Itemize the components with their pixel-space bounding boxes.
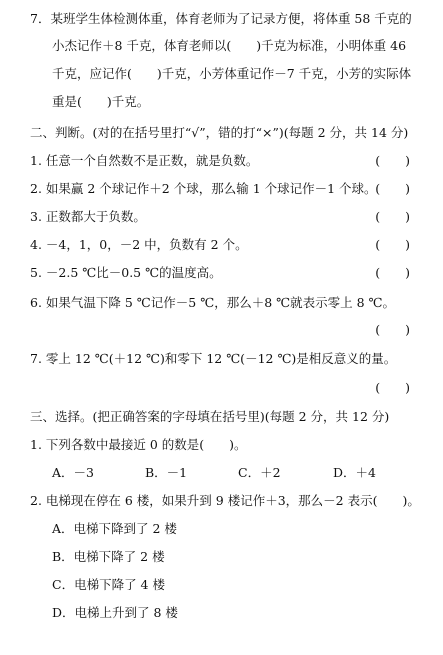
answer-blank-6[interactable]: ( )	[375, 322, 410, 337]
judge-item-1: 1. 任意一个自然数不是正数，就是负数。	[30, 153, 259, 168]
choice-q2-option-a[interactable]: A．电梯下降到了 2 楼	[52, 521, 177, 536]
judge-item-2: 2. 如果赢 2 个球记作＋2 个球，那么输 1 个球记作－1 个球。	[30, 181, 377, 196]
answer-blank-5[interactable]: ( )	[375, 265, 410, 280]
judge-item-3: 3. 正数都大于负数。	[30, 209, 146, 224]
answer-blank-2[interactable]: ( )	[375, 181, 410, 196]
choice-q1-stem: 1. 下列各数中最接近 0 的数是( )。	[30, 437, 247, 452]
choice-q1-option-a[interactable]: A．－3	[52, 465, 94, 480]
answer-blank-1[interactable]: ( )	[375, 153, 410, 168]
choice-q1-option-c[interactable]: C．＋2	[238, 465, 281, 480]
judge-item-7: 7. 零上 12 ℃(＋12 ℃)和零下 12 ℃(－12 ℃)是相反意义的量。	[30, 351, 397, 366]
section-3-heading: 三、选择。(把正确答案的字母填在括号里)(每题 2 分，共 12 分)	[30, 409, 390, 424]
q7-line-2: 小杰记作＋8 千克，体育老师以( )千克为标准，小明体重 46	[52, 38, 407, 53]
judge-item-6: 6. 如果气温下降 5 ℃记作－5 ℃，那么＋8 ℃就表示零上 8 ℃。	[30, 295, 395, 310]
q7-line-1: 7．某班学生体检测体重，体育老师为了记录方便，将体重 58 千克的	[30, 11, 412, 26]
q7-line-4: 重是( )千克。	[52, 94, 150, 109]
choice-q2-option-c[interactable]: C．电梯下降了 4 楼	[52, 577, 165, 592]
choice-q2-option-b[interactable]: B．电梯下降了 2 楼	[52, 549, 165, 564]
choice-q2-option-d[interactable]: D．电梯上升到了 8 楼	[52, 605, 178, 620]
choice-q1-option-b[interactable]: B．－1	[145, 465, 188, 480]
judge-item-5: 5. －2.5 ℃比－0.5 ℃的温度高。	[30, 265, 222, 280]
choice-q1-option-d[interactable]: D．＋4	[333, 465, 376, 480]
q7-line-3: 千克，应记作( )千克，小芳体重记作－7 千克，小芳的实际体	[52, 66, 412, 81]
choice-q2-stem: 2. 电梯现在停在 6 楼，如果升到 9 楼记作＋3，那么－2 表示( )。	[30, 493, 420, 508]
answer-blank-3[interactable]: ( )	[375, 209, 410, 224]
answer-blank-4[interactable]: ( )	[375, 237, 410, 252]
judge-item-4: 4. －4，1，0，－2 中，负数有 2 个。	[30, 237, 248, 252]
answer-blank-7[interactable]: ( )	[375, 380, 410, 395]
section-2-heading: 二、判断。(对的在括号里打“√”，错的打“×”)(每题 2 分，共 14 分)	[30, 125, 409, 140]
